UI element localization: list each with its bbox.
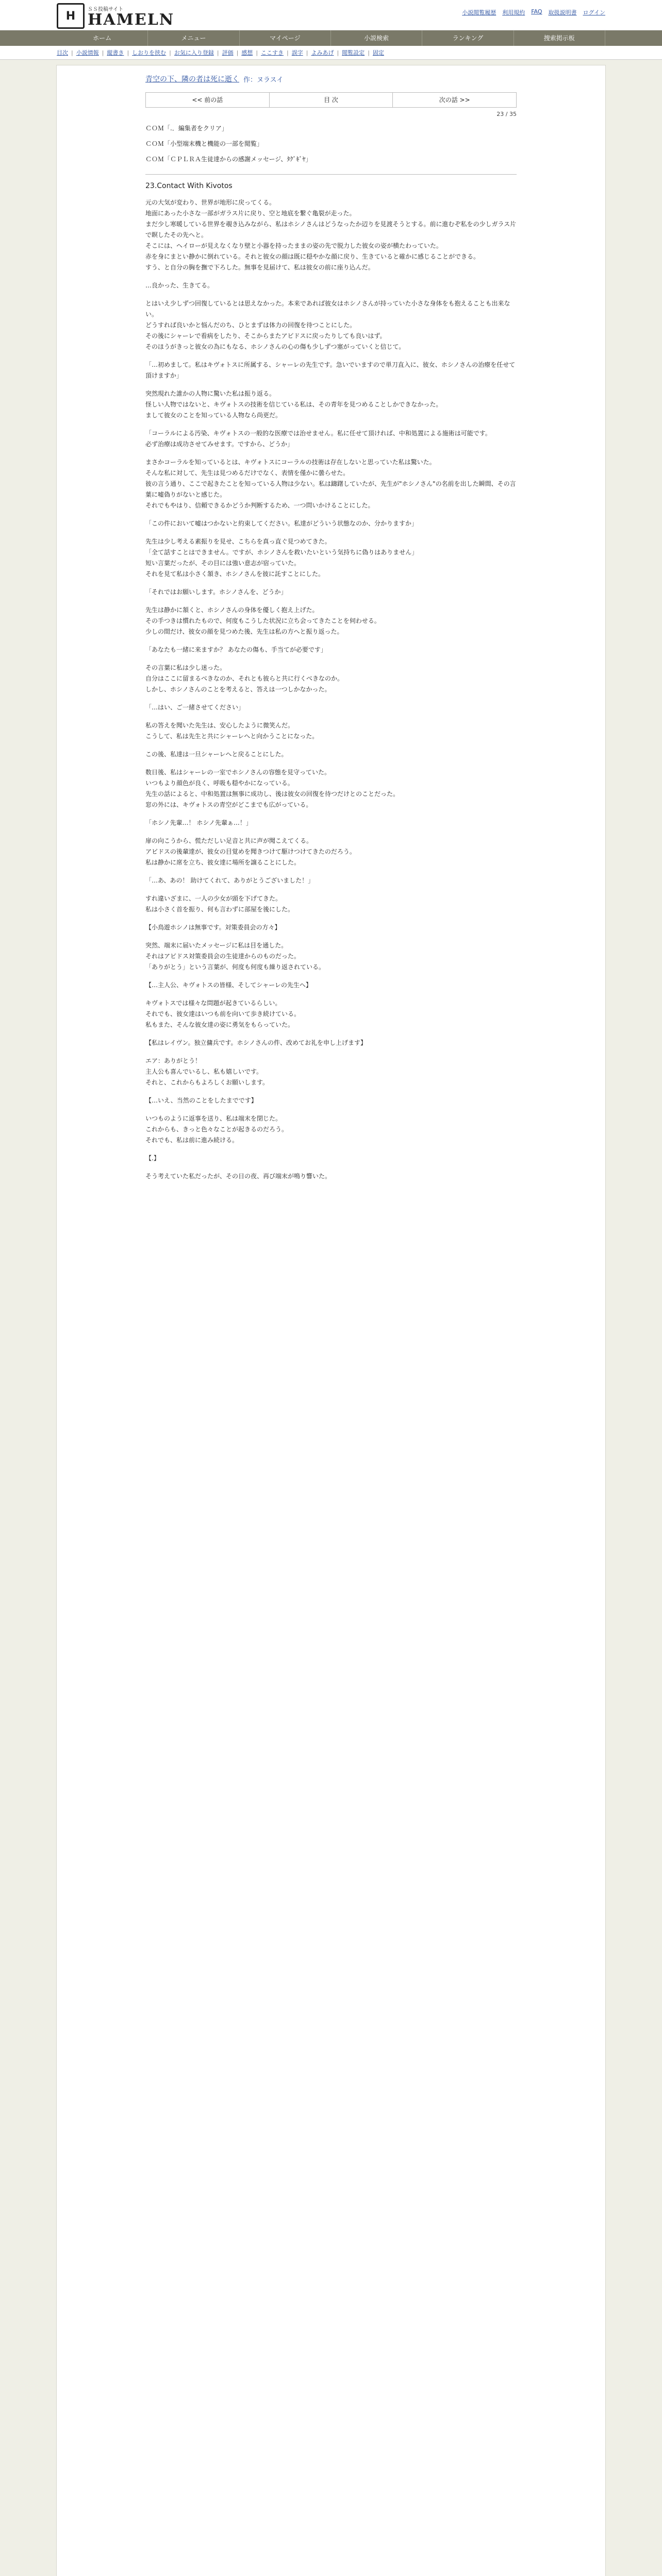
toplink-faq[interactable]: FAQ xyxy=(531,8,542,15)
logo-mark-icon: H xyxy=(57,3,85,29)
site-logo[interactable] xyxy=(57,3,174,29)
story-paragraph: 「…はい、ご一緒させてください」 xyxy=(145,704,245,711)
logo-title: HAMELN xyxy=(88,10,175,29)
story-paragraph: とはいえ少しずつ回復しているとは思えなかった。本来であれば彼女はホシノさんが持っていた小さな身体をも抱えることも出来ない。 どうすれば良いかと悩んだのち、ひとまずは体力の回復を待つことにした。 その後にシャーレで看病をしたり、そこからまたアビドスに戻ったりしても良いはず。 そのほうがきっと彼女の為にもなる、ホシノさんの心の傷も少しずつ塞がっていくと信じて。 xyxy=(145,300,510,350)
story-paragraph: 「あなたも一緒に来ますか？ あなたの傷も、手当てが必要です」 xyxy=(145,646,327,653)
chapter-count: 23 / 35 xyxy=(496,111,517,117)
story-paragraph: この後、私達は一旦シャーレへと戻ることにした。 xyxy=(145,751,288,758)
subnav-info[interactable]: 小説情報 xyxy=(76,49,99,56)
preface-note: ＣＯＭ「.．編集者をクリア」 xyxy=(145,125,228,132)
story-body xyxy=(145,197,517,1182)
subnav-favorite[interactable]: お気に入り登録 xyxy=(174,49,214,56)
story-paragraph: 「…初めまして。私はキヴォトスに所属する、シャーレの先生です。急いでいますので単刀直入に、彼女、ホシノさんの治療を任せて頂けますか」 xyxy=(145,361,516,379)
story-paragraph: 【…主人公、キヴォトスの皆様、そしてシャーレの先生へ】 xyxy=(145,981,312,989)
nav-home[interactable]: ホーム xyxy=(57,30,148,46)
story-paragraph: 「この件において嘘はつかないと約束してください。私達がどういう状態なのか、分かりますか」 xyxy=(145,520,418,527)
story-paragraph: キヴォトスでは様々な問題が起きているらしい。 それでも、彼女達はいつも前を向いて歩き続けている。 私もまた、そんな彼女達の姿に勇気をもらっていた。 xyxy=(145,999,301,1028)
nav-search[interactable]: 小説検索 xyxy=(331,30,422,46)
prev-chapter-button[interactable]: << 前の話 xyxy=(146,93,270,107)
subnav-typo[interactable]: 誤字 xyxy=(291,49,303,56)
nav-ranking[interactable]: ランキング xyxy=(422,30,514,46)
top-links xyxy=(462,8,605,16)
subnav-pin[interactable]: 固定 xyxy=(372,49,384,56)
chapter-pager xyxy=(145,92,517,108)
story-paragraph: いつものように返事を送り、私は端末を閉じた。 これからも、きっと色々なことが起きるのだろう。 それでも、私は前に進み続ける。 xyxy=(145,1115,288,1144)
preface-note: ＣＯＭ「小型端末機と機能の一部を閲覧」 xyxy=(145,140,263,147)
story-paragraph: 突然、端末に届いたメッセージに私は目を通した。 それはアビドス対策委員会の生徒達からのものだった。 「ありがとう」という言葉が、何度も何度も繰り返されている。 xyxy=(145,942,325,971)
story-paragraph: 【私はレイヴン。独立傭兵です。ホシノさんの件、改めてお礼を申し上げます】 xyxy=(145,1039,367,1046)
story-author[interactable]: 作：ヌラスイ xyxy=(243,76,284,84)
subnav-like[interactable]: ここすき xyxy=(261,49,284,56)
toplink-login[interactable]: ログイン xyxy=(583,9,605,16)
preface-notes xyxy=(145,121,517,167)
story-paragraph: 先生は静かに頷くと、ホシノさんの身体を優しく抱え上げた。 その手つきは慣れたもので、何度もこうした状況に立ち会ってきたことを伺わせる。 少しの間だけ、彼女の顔を見つめた後、先生は私の方へと振り返った。 xyxy=(145,606,380,635)
next-chapter-button[interactable]: 次の話 >> xyxy=(439,96,470,104)
story-header xyxy=(145,74,517,84)
toplink-manual[interactable]: 取扱説明書 xyxy=(548,9,577,16)
story-paragraph: その言葉に私は少し迷った。 自分はここに留まるべきなのか、それとも彼らと共に行くべきなのか。 しかし、ホシノさんのことを考えると、答えは一つしかなかった。 xyxy=(145,664,344,693)
main-nav xyxy=(0,30,662,46)
story-paragraph: 【.】 xyxy=(145,1155,160,1162)
story-paragraph: 【…いえ、当然のことをしたまでです】 xyxy=(145,1097,257,1104)
logo-subtitle: ＳＳ投稿サイト xyxy=(88,6,124,12)
story-paragraph: 【小鳥遊ホシノは無事です。対策委員会の方々】 xyxy=(145,924,281,931)
nav-mypage[interactable]: マイページ xyxy=(240,30,331,46)
subnav-toc[interactable]: 目次 xyxy=(57,49,68,56)
subnav-readaloud[interactable]: よみあげ xyxy=(311,49,334,56)
chapter-title: 23.Contact With Kivotos xyxy=(145,182,233,190)
story-subnav: 目次 | 小説情報 | 縦書き | しおりを挟む | お気に入り登録 | 評価 | 感想 | ここすき | 誤字 | よみあげ | 閲覧設定 | 固定 xyxy=(0,46,662,60)
nav-menu[interactable]: メニュー xyxy=(148,30,239,46)
story-paragraph: 「コーラルによる汚染、キヴォトスの一般的な医療では治せません。私に任せて頂ければ、中和処置による施術は可能です。 必ず治療は成功させてみせます。ですから、どうか」 xyxy=(145,430,491,448)
story-paragraph: 数日後、私はシャーレの一室でホシノさんの容態を見守っていた。 いつもより顔色が良く、呼吸も穏やかになっている。 先生の話によると、中和処置は無事に成功し、後は彼女の回復を待つだけとのことだった。 窓の外には、キヴォトスの青空がどこまでも広がっている。 xyxy=(145,769,400,808)
subnav-rating[interactable]: 評価 xyxy=(222,49,234,56)
subnav-bookmark[interactable]: しおりを挟む xyxy=(132,49,167,56)
divider xyxy=(145,174,517,175)
nav-board[interactable]: 捜索掲示板 xyxy=(514,30,605,46)
subnav-settings[interactable]: 閲覧設定 xyxy=(342,49,365,56)
toplink-terms[interactable]: 利用規約 xyxy=(502,9,525,16)
story-paragraph: すれ違いざまに、一人の少女が頭を下げてきた。 私は小さく首を振り、何も言わずに部屋を後にした。 xyxy=(145,895,294,913)
story-paragraph: 突然現れた誰かの人物に驚いた私は振り返る。 怪しい人物ではないと、キヴォトスの技術を信じている私は、その青年を見つめることしかできなかった。 まして彼女のことを知っている人物なら尚更だ。 xyxy=(145,390,442,419)
subnav-comment[interactable]: 感想 xyxy=(241,49,253,56)
story-paragraph: 「…あ、あの！ 助けてくれて、ありがとうございました！」 xyxy=(145,877,315,884)
toplink-history[interactable]: 小説閲覧履歴 xyxy=(462,9,496,16)
story-paragraph: 私の答えを聞いた先生は、安心したように微笑んだ。 こうして、私は先生と共にシャーレへと向かうことになった。 xyxy=(145,722,319,740)
subnav-vertical[interactable]: 縦書き xyxy=(107,49,124,56)
story-paragraph: 「それではお願いします。ホシノさんを、どうか」 xyxy=(145,588,287,596)
story-title[interactable]: 青空の下、隣の者は死に逝く xyxy=(145,75,239,83)
story-content xyxy=(145,65,517,1182)
story-paragraph: 「ホシノ先輩…！ ホシノ先輩ぁ…！」 xyxy=(145,819,252,826)
site-header xyxy=(0,0,662,30)
main-container xyxy=(56,65,606,2576)
story-paragraph: 先生は少し考える素振りを見せ、こちらを真っ直ぐ見つめてきた。 「全て話すことはできません。ですが、ホシノさんを救いたいという気持ちに偽りはありません」 短い言葉だったが、その目には強い意志が宿っていた。 それを見て私は小さく頷き、ホシノさんを彼に託すことにした。 xyxy=(145,538,418,578)
story-paragraph: まさかコーラルを知っているとは、キヴォトスにコーラルの技術は存在しないと思っていた私は驚いた。 そんな私に対して、先生は見つめるだけでなく、表情を僅かに曇らせた。 彼の言う通り、ここで起きたことを知っている人物は少ない。私は躊躇していたが、先生が"ホシノさん"の名前を出した瞬間、その言葉に嘘偽りがないと感じた。 それでもやはり、信頼できるかどうか判断するため、一つ問いかけることにした。 xyxy=(145,459,516,509)
story-paragraph: エア：ありがとう！ 主人公も喜んでいるし、私も嬉しいです。 それと、これからもよろしくお願いします。 xyxy=(145,1057,269,1086)
story-paragraph: そう考えていた私だったが、その日の夜、再び端末が鳴り響いた。 xyxy=(145,1173,332,1180)
toc-button[interactable]: 目 次 xyxy=(270,93,393,107)
story-paragraph: …良かった、生きてる。 xyxy=(145,282,214,289)
story-paragraph: 元の大気が変わり、世界が地形に戻ってくる。 地面にあった小さな一部がガラス片に戻り、空と地底を繋ぐ亀裂が走った。 まだ少し寒暖している世界を覗き込みながら、私はホシノさんはどうなったか辺りを見渡そうとする。前に進むぞ私をの少しガラス片で瞑したその先へと。 そこには、ヘイローが見えなくなり壁と小器を持ったままの姿の先で脱力した彼女の姿が横たわっていた。 赤を身にまとい静かに倒れている。それと彼女の顔は既に穏やかな顔に戻り、生きていると確かに感じることができる。 すう、と自分の胸を撫で下ろした。無事を見届けて、私は彼女の前に座り込んだ。 xyxy=(145,199,517,271)
story-paragraph: 扉の向こうから、慌ただしい足音と共に声が聞こえてくる。 アビドスの後輩達が、彼女の目覚めを聞きつけて駆けつけてきたのだろう。 私は静かに席を立ち、彼女達に場所を譲ることにした。 xyxy=(145,837,356,866)
preface-note: ＣＯＭ「ＣＰＬＲＡ生徒達からの感謝メッセージ、ﾀｸﾞｷﾞﾔ」 xyxy=(145,156,312,163)
